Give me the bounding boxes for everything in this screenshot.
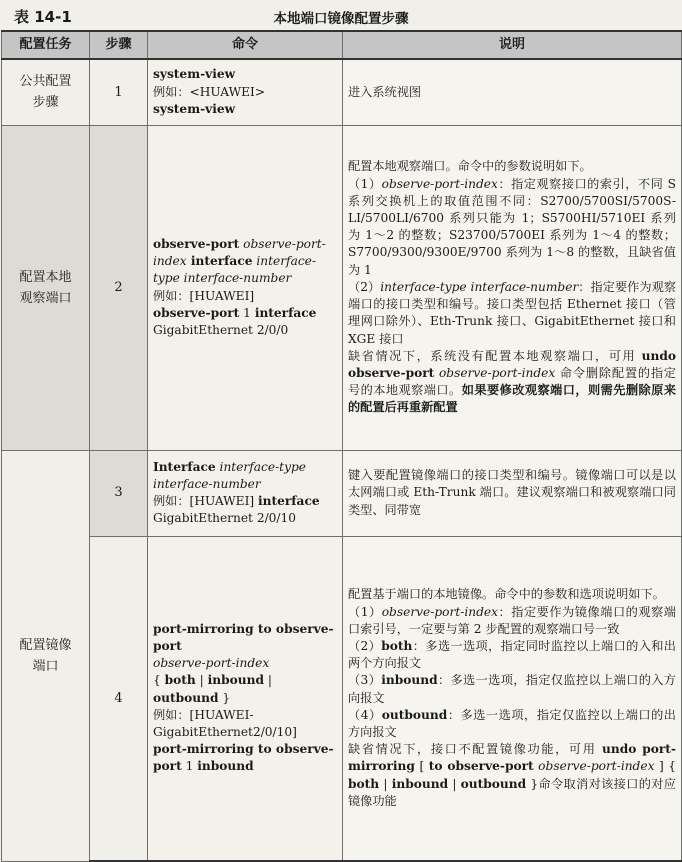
description-cell: 键入要配置镜像端口的接口类型和编号。镜像端口可以是以太网端口或 Eth-Trunk 端口。建议观察端口和被观察端口同类型、同带宽	[343, 450, 682, 536]
table-row	[2, 59, 682, 125]
table-row	[2, 536, 682, 861]
task-cell: 配置镜像 端口	[2, 450, 90, 861]
task-cell: 公共配置 步骤	[2, 59, 90, 125]
command-cell: observe-port observe-port-index interface interface-type interface-number 例如：[HUAWEI] observe-port 1 interface GigabitEthernet 2/0/0	[148, 125, 343, 450]
header-step: 步骤	[90, 31, 148, 59]
description-cell: 配置本地观察端口。命令中的参数说明如下。 （1）observe-port-index：指定观察接口的索引，不同 S 系列交换机上的取值范围不同：S2700/5700SI/5700S-LI/5700LI/6700 系列只能为 1；S5700HI/5710EI 系列为 1～2 的整数；S23700/5700EI 系列为 1～4 的整数；S7700/9300/9300E/9700 系列为 1～8 的整数，且缺省值为 1 （2）interface-type interface-number：指定要作为观察端口的接口类型和编号。接口类型包括 Ethernet 接口（管理网口除外）、Eth-Trunk 接口、GigabitEthernet 接口和 XGE 接口 缺省情况下，系统没有配置本地观察端口，可用 undo observe-port observe-port-index 命令删除配置的指定号的本地观察端口。如果要修改观察端口，则需先删除原来的配置后再重新配置	[343, 125, 682, 450]
description-cell: 进入系统视图	[343, 59, 682, 125]
header-command: 命令	[148, 31, 343, 59]
step-cell: 1	[90, 59, 148, 125]
task-cell: 配置本地 观察端口	[2, 125, 90, 450]
command-cell: system-view 例如：<HUAWEI> system-view	[148, 59, 343, 125]
table-row	[2, 125, 682, 450]
command-cell: Interface interface-type interface-number 例如：[HUAWEI] interface GigabitEthernet 2/0/10	[148, 450, 343, 536]
header-description: 说明	[343, 31, 682, 59]
step-cell: 3	[90, 450, 148, 536]
table-title: 本地端口镜像配置步骤	[273, 11, 409, 27]
header-row	[2, 31, 682, 59]
table-row	[2, 450, 682, 536]
step-cell: 2	[90, 125, 148, 450]
table-number: 表 14-1	[14, 8, 72, 26]
table-caption	[0, 0, 682, 30]
step-cell: 4	[90, 536, 148, 861]
command-cell: port-mirroring to observe-port observe-port-index { both | inbound | outbound } 例如：[HUAWEI-GigabitEthernet2/0/10] port-mirroring to observe-port 1 inbound	[148, 536, 343, 861]
header-task: 配置任务	[2, 31, 90, 59]
config-steps-table	[1, 30, 682, 862]
description-cell: 配置基于端口的本地镜像。命令中的参数和选项说明如下。 （1）observe-port-index：指定要作为镜像端口的观察端口索引号，一定要与第 2 步配置的观察端口号一致 （2）both：多选一选项，指定同时监控以上端口的入和出两个方向报文 （3）inbound：多选一选项，指定仅监控以上端口的入方向报文 （4）outbound：多选一选项，指定仅监控以上端口的出方向报文 缺省情况下，接口不配置镜像功能，可用 undo port-mirroring [ to observe-port observe-port-index ] { both | inbound | outbound }命令取消对该接口的对应镜像功能	[343, 536, 682, 861]
